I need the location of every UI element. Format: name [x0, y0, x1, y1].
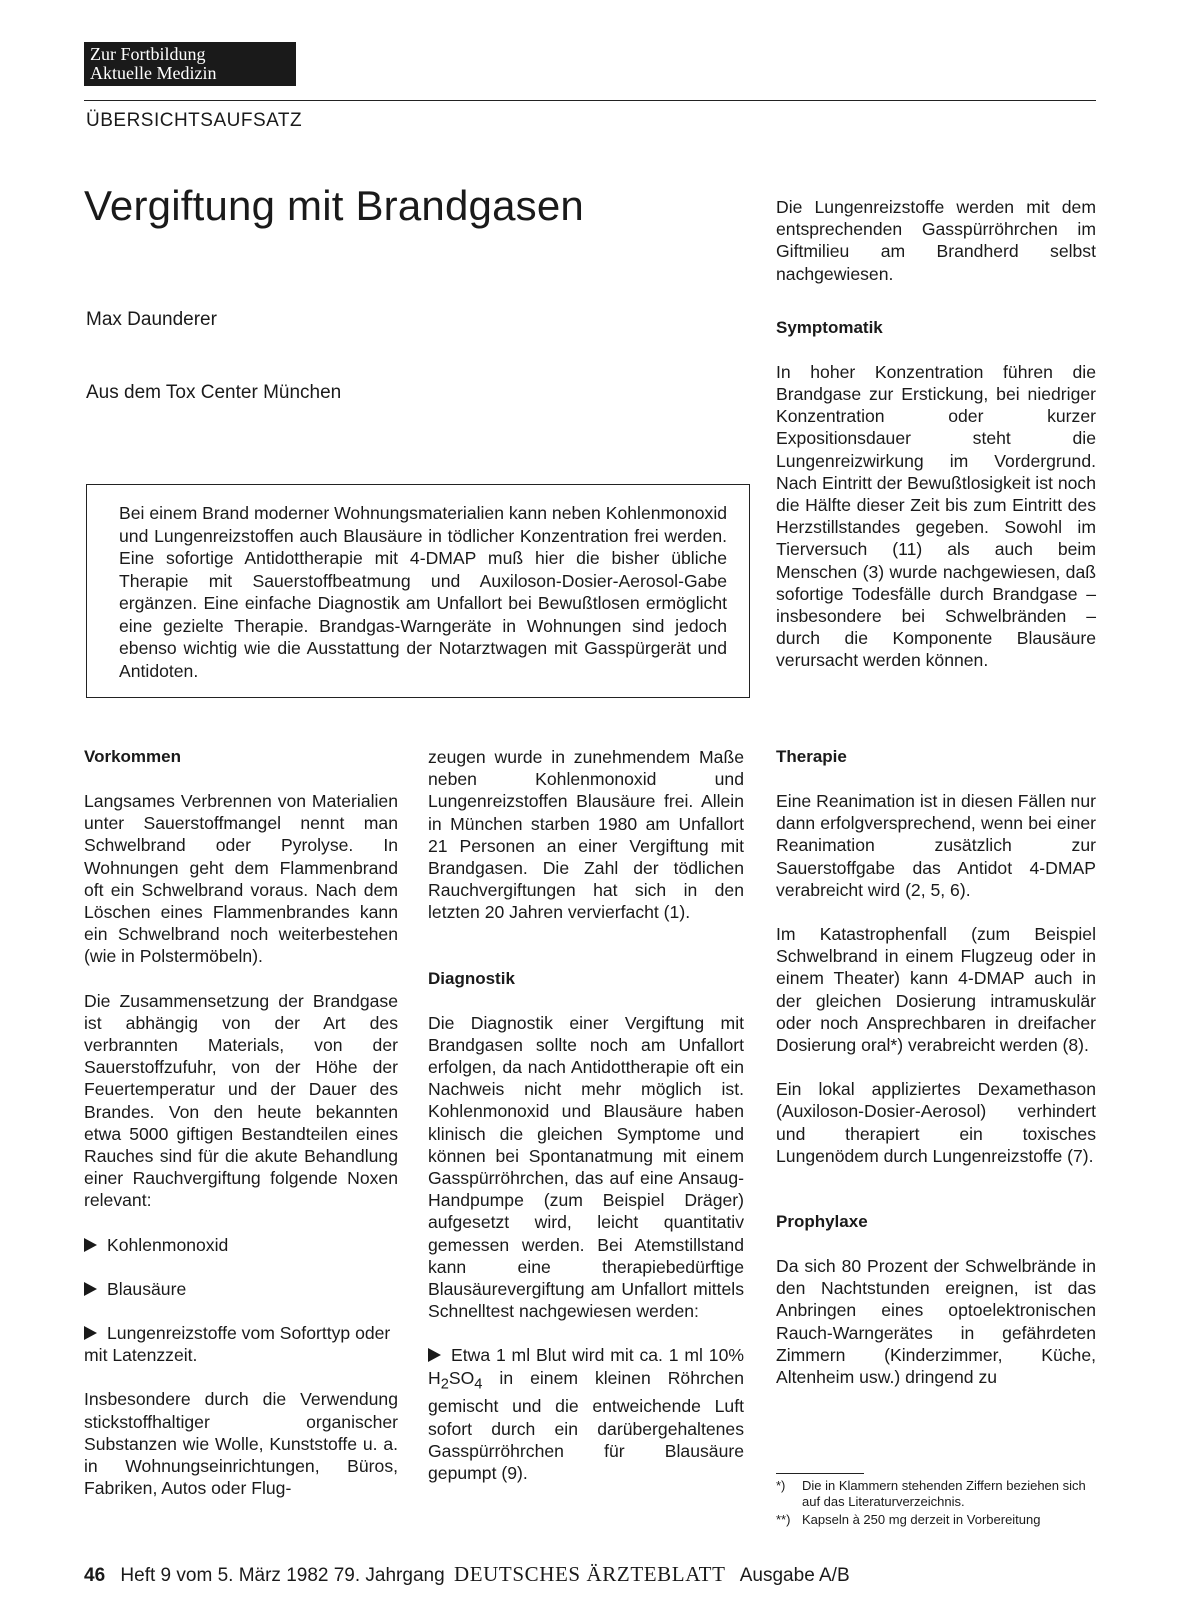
masthead	[84, 42, 296, 86]
column-3-top	[776, 196, 1096, 694]
masthead-line2: Aktuelle Medizin	[90, 63, 217, 83]
triangle-bullet-icon	[84, 1238, 97, 1252]
issue-info: Heft 9 vom 5. März 1982 79. Jahrgang	[120, 1565, 445, 1586]
bullet-item: Etwa 1 ml Blut wird mit ca. 1 ml 10% $H_2SO_4$ in einem kleinen Röhrchen gemischt und die entweichende Luft sofort durch ein darübergehaltenes Gasspürröhrchen für Blausäure gepumpt (9).	[428, 1345, 744, 1483]
paragraph: Da sich 80 Prozent der Schwelbrände in den Nachtstunden ereignen, ist das Anbringen eines optoelektronischen Rauch-Warngerätes in gefährdeten Zimmern (Kinderzimmer, Küche, Altenheim usw.) dringend zu	[776, 1256, 1096, 1388]
bullet-text: Kohlenmonoxid	[107, 1234, 229, 1255]
footnote-text: Die in Klammern stehenden Ziffern beziehen sich auf das Literaturverzeichnis.	[802, 1478, 1086, 1509]
masthead-line1: Zur Fortbildung	[90, 44, 206, 64]
paragraph: In hoher Konzentration führen die Brandgase zur Erstickung, bei niedriger Konzentration oder kurzer Expositionsdauer steht die Lungenreizwirkung im Vordergrund. Nach Eintritt der Bewußtlosigkeit ist noch die Hälfte dieser Zeit bis zum Eintritt des Herzstillstandes gegeben. Sowohl im Tierversuch (11) als auch beim Menschen (3) wurde nachgewiesen, daß sofortige Todesfälle durch Brandgase – insbesondere bei Schwelbränden – durch die Komponente Blausäure verursacht werden können.	[776, 361, 1096, 671]
footnote	[776, 1512, 1098, 1528]
paragraph: Eine Reanimation ist in diesen Fällen nur dann erfolgversprechend, wenn bei einer Reanimation zusätzlich zur Sauerstoffgabe das Antidot 4-DMAP verabreicht wird (2, 5, 6).	[776, 791, 1096, 900]
bullet-item	[84, 1234, 398, 1256]
paragraph: Die Lungenreizstoffe werden mit dem entsprechenden Gasspürröhrchen im Giftmilieu am Brandherd selbst nachgewiesen.	[776, 197, 1096, 284]
triangle-bullet-icon	[84, 1326, 97, 1340]
top-rule	[84, 100, 1096, 101]
column-2	[428, 746, 744, 1506]
bullet-item	[84, 1278, 398, 1300]
footnote	[776, 1478, 1098, 1510]
bullet-text: Blausäure	[107, 1278, 187, 1299]
paragraph: Langsames Verbrennen von Materialien unter Sauerstoffmangel nennt man Schwelbrand oder Pyrolyse. In Wohnungen geht dem Flammenbrand oft ein Schwelbrand voraus. Nach dem Löschen eines Flammenbrandes kann ein Schwelbrand noch weiterbestehen (wie in Polstermöbeln).	[84, 791, 398, 967]
triangle-bullet-icon	[428, 1348, 441, 1362]
page-footer	[84, 1562, 850, 1587]
article-title: Vergiftung mit Brandgasen	[84, 182, 584, 229]
author: Max Daunderer	[86, 309, 217, 330]
column-1	[84, 746, 398, 1521]
page-number: 46	[84, 1565, 106, 1586]
footnote-mark: *)	[776, 1478, 786, 1493]
footnote-text: Kapseln à 250 mg derzeit in Vorbereitung	[802, 1512, 1041, 1527]
bullet-text: Lungenreizstoffe vom Soforttyp oder mit Latenzzeit.	[84, 1323, 391, 1366]
abstract-box	[86, 484, 750, 698]
paragraph: Ein lokal appliziertes Dexamethason (Auxiloson-Dosier-Aerosol) verhindert und therapiert ein toxisches Lungenödem durch Lungenreizstoffe (7).	[776, 1079, 1096, 1166]
footnote-mark: **)	[776, 1512, 791, 1527]
paragraph: Die Diagnostik einer Vergiftung mit Brandgasen sollte noch am Unfallort erfolgen, da nach Antidottherapie oft ein Nachweis nicht mehr möglich ist. Kohlenmonoxid und Blausäure haben klinisch die gleichen Symptome und können bei Spontanatmung mit einem Gasspürröhrchen, das auf eine Ansaug-Handpumpe (zum Beispiel Dräger) aufgesetzt wird, leicht quantitativ gemessen werden. Bei Atemstillstand kann eine therapiebedürftige Blausäurevergiftung am Unfallort mittels Schnelltest nachgewiesen werden:	[428, 1012, 744, 1322]
bullet-item	[84, 1322, 398, 1366]
paragraph: Insbesondere durch die Verwendung stickstoffhaltiger organischer Substanzen wie Wolle, Kunststoffe u. a. in Wohnungseinrichtungen, Büros, Fabriken, Autos oder Flug-	[84, 1389, 398, 1499]
heading-therapie: Therapie	[776, 747, 847, 766]
journal-name: DEUTSCHES ÄRZTEBLATT	[453, 1562, 726, 1586]
heading-diagnostik: Diagnostik	[428, 968, 515, 988]
rubric: ÜBERSICHTSAUFSATZ	[86, 110, 303, 131]
footnotes	[776, 1478, 1098, 1530]
edition: Ausgabe A/B	[739, 1565, 850, 1586]
heading-symptomatik: Symptomatik	[776, 317, 883, 337]
paragraph: Im Katastrophenfall (zum Beispiel Schwelbrand in einem Flugzeug oder in einem Theater) kann 4-DMAP auch in der gleichen Dosierung intramuskulär oder noch Ansprechbaren in dreifacher Dosierung oral*) verabreicht werden (8).	[776, 924, 1096, 1056]
paragraph: zeugen wurde in zunehmendem Maße neben Kohlenmonoxid und Lungenreizstoffen Blausäure frei. Allein in München starben 1980 am Unfallort 21 Personen an einer Vergiftung mit Brandgasen. Die Zahl der tödlichen Rauchvergiftungen hat sich in den letzten 20 Jahren vervierfacht (1).	[428, 747, 744, 923]
paragraph: Die Zusammensetzung der Brandgase ist abhängig von der Art des verbrannten Materials, von der Sauerstoffzufuhr, von der Höhe der Feuertemperatur und der Dauer des Brandes. Von den heute bekannten etwa 5000 giftigen Bestandteilen eines Rauches sind für die akute Behandlung einer Rauchvergiftung folgende Noxen relevant:	[84, 990, 398, 1211]
affiliation: Aus dem Tox Center München	[86, 382, 342, 403]
heading-vorkommen: Vorkommen	[84, 747, 181, 766]
abstract-text: Bei einem Brand moderner Wohnungsmaterialien kann neben Kohlenmonoxid und Lungenreizstoffen auch Blausäure in tödlicher Konzentration frei werden. Eine sofortige Antidottherapie mit 4-DMAP muß hier die bisher übliche Therapie mit Sauerstoffbeatmung und Auxiloson-Dosier-Aerosol-Gabe ergänzen. Eine einfache Diagnostik am Unfallort bei Bewußtlosen ermöglicht eine gezielte Therapie. Brandgas-Warngeräte in Wohnungen sind jedoch ebenso wichtig wie die Ausstattung der Notarztwagen mit Gasspürgerät und Antidoten.	[119, 503, 728, 681]
column-3-bottom	[776, 746, 1096, 1410]
triangle-bullet-icon	[84, 1282, 97, 1296]
footnote-rule	[776, 1473, 864, 1474]
heading-prophylaxe: Prophylaxe	[776, 1212, 868, 1232]
